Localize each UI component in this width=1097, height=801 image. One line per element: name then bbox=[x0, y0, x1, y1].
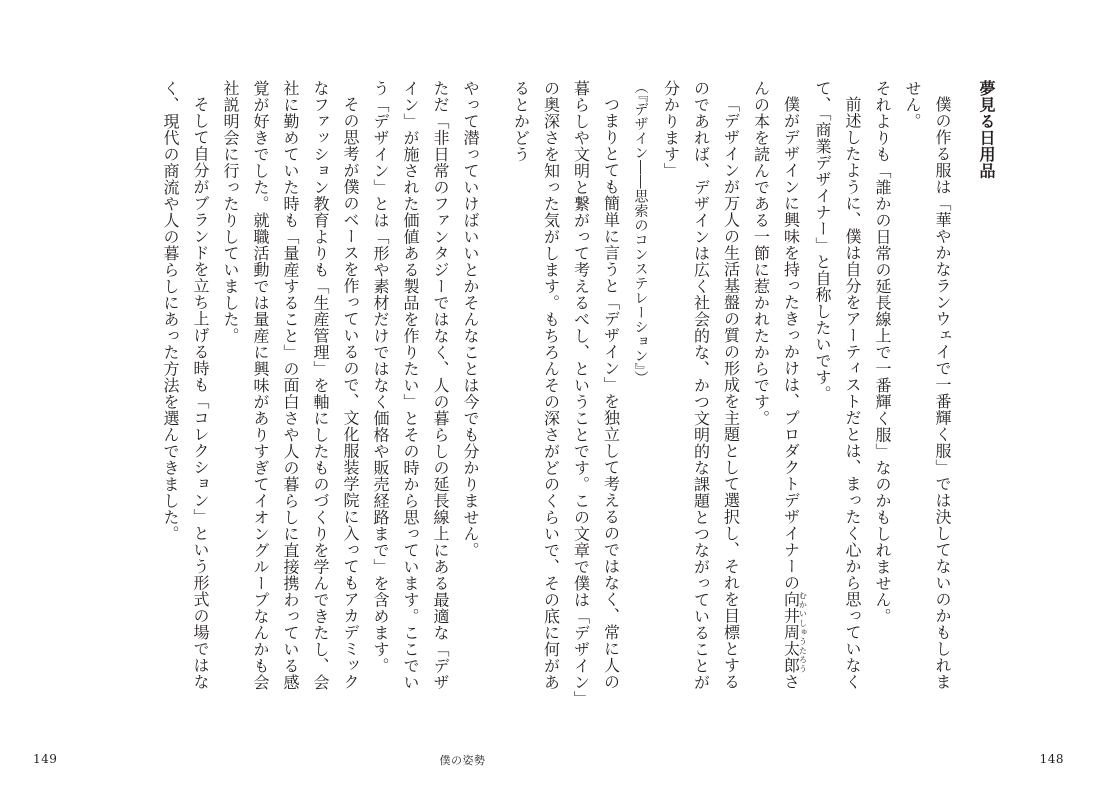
running-head bbox=[0, 752, 1097, 768]
right-page bbox=[511, 80, 1001, 700]
paragraph: ただ「非日常のファンタジーではなく、人の暮らしの延長線上にある最適な「デザイン」が施された価値ある製品を作りたい」とその時から思っています。ここでいう「デザイン」とは「形や素材だけではなく価格や販売経路まで」を含めます。 bbox=[371, 80, 450, 691]
name-with-ruby bbox=[781, 591, 808, 674]
paragraph: 前述したように、僕は自分をアーティストだとは、まったく心から思っていなくて、「商業デザイナー」と自称したいです。 bbox=[813, 80, 862, 690]
paragraph bbox=[746, 80, 808, 700]
left-page bbox=[85, 80, 485, 700]
quote-source: （『デザイン――思索のコンステレーション』） bbox=[632, 80, 649, 385]
quote-paragraph: 「デザインが万人の生活基盤の質の形成を主題として選択し、それを目標とするのであれば、デザインは広く社会的な、かつ文明的な課題とつながっていることが分かります」 bbox=[661, 80, 741, 691]
page-number-right: 148 bbox=[1039, 752, 1064, 766]
paragraph-text: 僕がデザインに興味を持ったきっかけは、プロダクトデザイナーの bbox=[781, 96, 801, 591]
ruby-reading: むかいしゅうたろう bbox=[798, 591, 808, 674]
page-number-left: 149 bbox=[33, 752, 58, 766]
paragraph: そして自分がブランドを立ち上げる時も「コレクション」という形式の場ではなく、現代の商流や人の暮らしにあった方法を選んできました。 bbox=[161, 80, 210, 690]
paragraph-text: さんの本を読んである一節に惹かれたからです。 bbox=[751, 80, 801, 690]
paragraph: やって潜っていけばいいとかそんなことは今でも分かりません。 bbox=[461, 80, 480, 559]
chapter-heading: 夢見る日用品 bbox=[977, 80, 996, 179]
paragraph: つまりとても簡単に言うと「デザイン」を独立して考えるのではなく、常に人の暮らしや文明と繋がって考えるべし、ということです。この文章で僕は「デザイン」の奥深さを知った気がします。もちろんその深さがどのくらいで、その底に何があるとかどう bbox=[511, 80, 621, 699]
ruby-base: 向井周太郎 bbox=[781, 591, 801, 674]
running-head-text: 僕の姿勢 bbox=[439, 754, 486, 767]
paragraph: その思考が僕のベースを作っているので、文化服装学院に入ってもアカデミックなファッション教育よりも「生産管理」を軸にしたものづくりを学んできたし、会社に勤めていた時も「量産すること」の面白さや人の暮らしに直接携わっている感覚が好きでした。就職活動では量産に興味がありすぎてイオングループなんかも会社説明会に行ったりしていました。 bbox=[221, 80, 360, 691]
paragraph: 僕の作る服は「華やかなランウェイで一番輝く服」では決してないのかもしれません。 bbox=[903, 80, 952, 690]
paragraph: それよりも「誰かの日常の延長線上で一番輝く服」なのかもしれません。 bbox=[873, 80, 892, 625]
